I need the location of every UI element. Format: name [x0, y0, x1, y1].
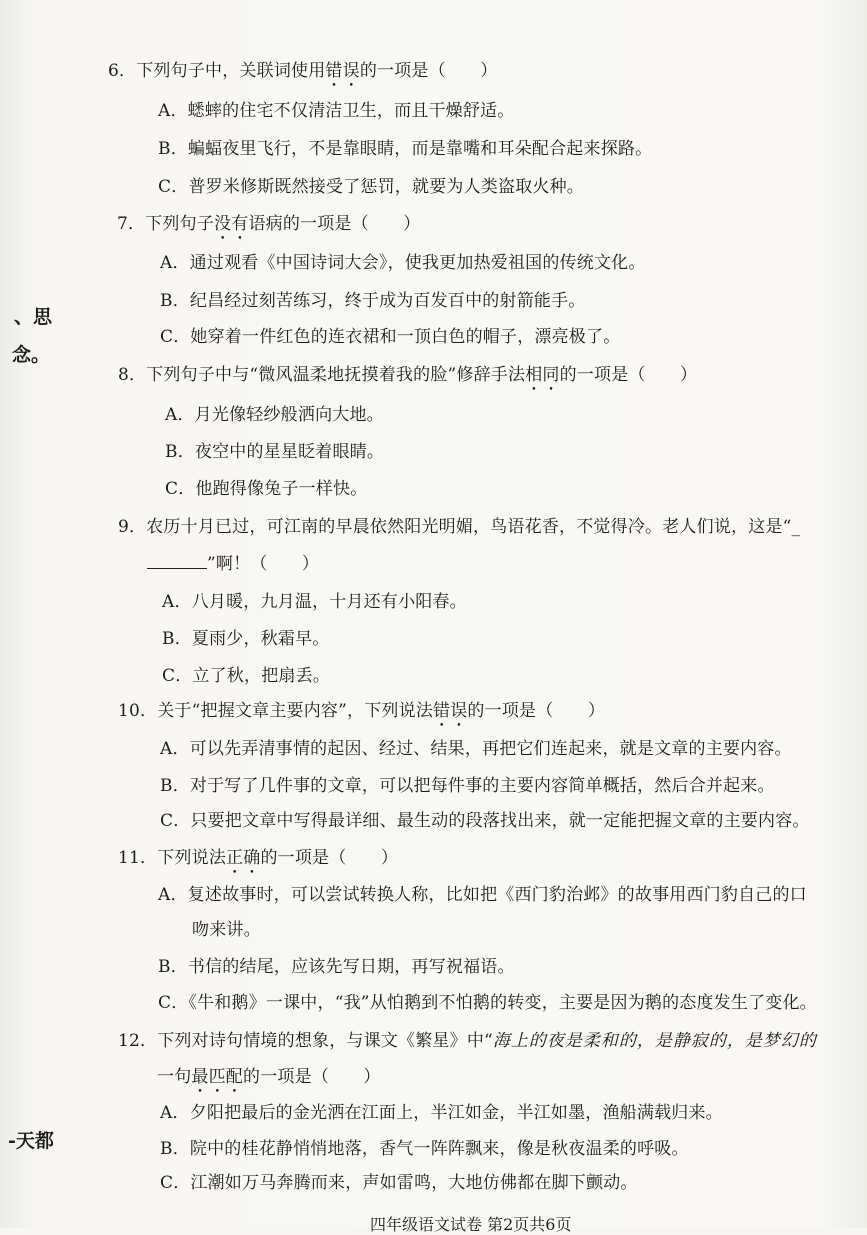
question-11-stem — [118, 843, 398, 878]
question-9-option-a: A．八月暖，九月温，十月还有小阳春。 — [162, 592, 467, 612]
question-12-stem-line2 — [157, 1062, 381, 1097]
answer-blank — [147, 568, 207, 569]
question-10-option-b: B．对于写了几件事的文章，可以把每件事的主要内容简单概括，然后合并起来。 — [160, 776, 775, 796]
question-9-option-b: B．夏雨少，秋霜早。 — [162, 629, 330, 649]
question-6-emphasis: 错误 — [325, 61, 360, 81]
question-8-prefix: 8．下列句子中与“微风温柔地抚摸着我的脸”修辞手法 — [118, 365, 526, 385]
question-7-emphasis: 没有 — [214, 214, 249, 234]
question-11-suffix: 的一项是（ ） — [260, 848, 399, 868]
question-7-suffix: 语病的一项是（ ） — [248, 214, 421, 234]
question-11-option-c: C．《牛和鹅》一课中，“我”从怕鹅到不怕鹅的转变，主要是因为鹅的态度发生了变化。 — [158, 993, 817, 1013]
question-10-emphasis: 错误 — [433, 701, 468, 721]
question-11-prefix: 11．下列说法 — [118, 848, 227, 868]
question-9-continuation — [147, 549, 319, 574]
question-8-option-c: C．他跑得像兔子一样快。 — [165, 479, 368, 499]
question-6-prefix: 6．下列句子中，关联词使用 — [108, 61, 326, 81]
margin-note-bottom: -天都 — [8, 1130, 54, 1152]
question-8-emphasis: 相同 — [525, 365, 560, 385]
question-12-option-c: C．江潮如万马奔腾而来，声如雷鸣，大地仿佛都在脚下颤动。 — [160, 1173, 638, 1193]
question-11-emphasis: 正确 — [226, 848, 261, 868]
margin-note-top: 、思 — [14, 306, 53, 328]
question-12-stem — [118, 1026, 817, 1051]
question-12-line2-prefix: 一句 — [157, 1067, 192, 1087]
question-9-stem: 9．农历十月已过，可江南的早晨依然阳光明媚，鸟语花香，不觉得冷。老人们说，这是“_ — [118, 517, 801, 537]
page-footer: 四年级语文试卷 第2页共6页 — [370, 1215, 572, 1234]
question-7-stem — [117, 209, 420, 244]
question-12-option-a: A．夕阳把最后的金光洒在江面上，半江如金，半江如墨，渔船满载归来。 — [160, 1103, 723, 1123]
question-6-stem — [108, 56, 497, 91]
question-8-suffix: 的一项是（ ） — [559, 365, 698, 385]
question-10-prefix: 10．关于“把握文章主要内容”，下列说法 — [118, 701, 434, 721]
margin-note-mid: 念。 — [12, 344, 51, 366]
question-12-emphasis: 最匹配 — [191, 1067, 244, 1087]
question-11-option-b: B．书信的结尾，应该先写日期，再写祝福语。 — [158, 957, 515, 977]
question-9-continuation-text: ”啊！（ ） — [207, 554, 320, 574]
question-8-option-a: A．月光像轻纱般洒向大地。 — [165, 405, 384, 425]
question-10-option-c: C．只要把文章中写得最详细、最生动的段落找出来，就一定能把握文章的主要内容。 — [160, 811, 810, 831]
question-6-suffix: 的一项是（ ） — [359, 61, 498, 81]
question-12-line2-suffix: 的一项是（ ） — [243, 1067, 381, 1087]
question-6-option-c: C．普罗米修斯既然接受了惩罚，就要为人类盗取火种。 — [158, 177, 585, 197]
question-6-option-b: B．蝙蝠夜里飞行，不是靠眼睛，而是靠嘴和耳朵配合起来探路。 — [158, 139, 653, 159]
question-7-prefix: 7．下列句子 — [117, 214, 215, 234]
question-11-option-a-cont: 吻来讲。 — [192, 920, 261, 940]
question-9-option-c: C．立了秋，把扇丢。 — [162, 666, 331, 686]
question-10-suffix: 的一项是（ ） — [467, 701, 606, 721]
question-12-option-b: B．院中的桂花静悄悄地落，香气一阵阵飘来，像是秋夜温柔的呼吸。 — [160, 1139, 689, 1159]
question-10-stem — [118, 696, 605, 731]
question-10-option-a: A．可以先弄清事情的起因、经过、结果，再把它们连起来，就是文章的主要内容。 — [160, 739, 792, 759]
question-7-option-c: C．她穿着一件红色的连衣裙和一顶白色的帽子，漂亮极了。 — [160, 327, 621, 347]
question-12-prefix: 12．下列对诗句情境的想象，与课文《繁星》中“ — [118, 1031, 493, 1051]
question-8-option-b: B．夜空中的星星眨着眼睛。 — [165, 442, 385, 462]
question-6-option-a: A．蟋蟀的住宅不仅清洁卫生，而且干燥舒适。 — [158, 101, 515, 121]
question-7-option-b: B．纪昌经过刻苦练习，终于成为百发百中的射箭能手。 — [160, 291, 586, 311]
question-7-option-a: A．通过观看《中国诗词大会》，使我更加热爱祖国的传统文化。 — [160, 253, 646, 273]
question-12-quote: 海上的夜是柔和的，是静寂的，是梦幻的 — [492, 1031, 817, 1051]
question-8-stem — [118, 360, 697, 395]
question-11-option-a: A．复述故事时，可以尝试转换人称，比如把《西门豹治邺》的故事用西门豹自己的口 — [158, 885, 807, 905]
